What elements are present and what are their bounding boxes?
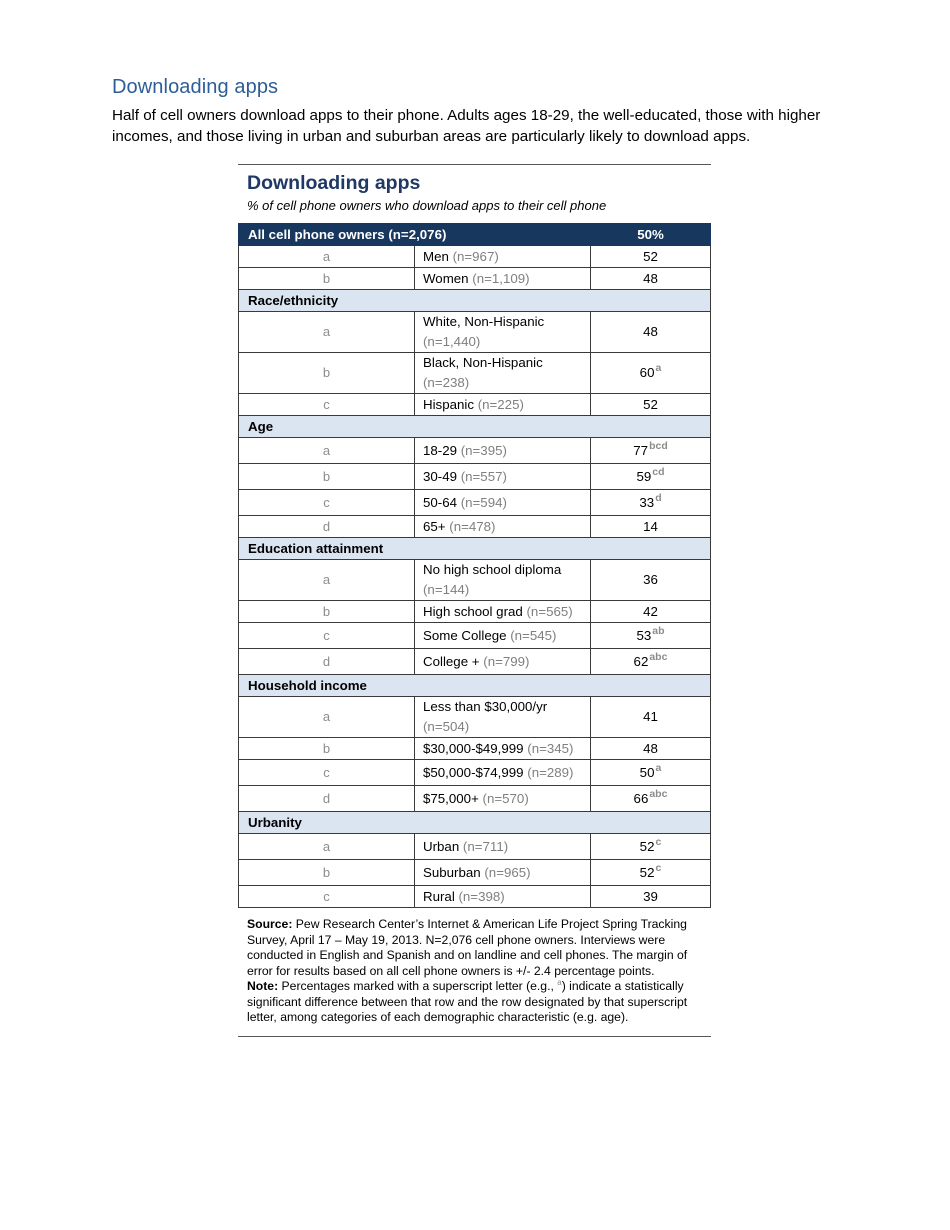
row-sample-size: (n=225) (477, 396, 524, 412)
row-label: Rural (423, 888, 455, 904)
table-row (239, 560, 711, 601)
table-row (239, 312, 711, 353)
note-text-before: Percentages marked with a superscript letter (e.g., (281, 979, 558, 993)
row-value-cell (591, 490, 711, 516)
row-sample-size: (n=711) (462, 838, 509, 854)
row-label: Women (423, 270, 469, 286)
row-label: White, Non-Hispanic (423, 314, 545, 329)
row-label-cell (415, 649, 591, 675)
row-label: Suburban (423, 864, 481, 880)
row-sample-size: (n=545) (510, 627, 557, 643)
row-label-cell (415, 886, 591, 908)
row-label-cell (415, 464, 591, 490)
row-sample-size: (n=1,109) (472, 270, 530, 286)
row-value-cell (591, 560, 711, 601)
section-title: Race/ethnicity (239, 290, 711, 312)
row-value-cell (591, 786, 711, 812)
row-value: 14 (643, 518, 658, 534)
row-label: $30,000-$49,999 (423, 740, 524, 756)
row-letter: c (239, 394, 415, 416)
row-label-cell (415, 246, 591, 268)
row-label: Less than $30,000/yr (423, 699, 548, 714)
table-row (239, 246, 711, 268)
source-note (247, 917, 707, 979)
table-row (239, 649, 711, 675)
row-value: 33 (639, 494, 655, 510)
row-value: 59 (636, 468, 652, 484)
row-letter: b (239, 601, 415, 623)
row-sample-size: (n=965) (484, 864, 531, 880)
source-text: Pew Research Center’s Internet & American Life Project Spring Tracking Survey, April 17 – May 19, 2013. N=2,076 cell phone owners. Interviews were conducted in English and Spanish and on landline and cell phones. The margin of error for results based on all cell phone owners is +/- 2.4 percentage points. (247, 917, 688, 978)
row-sample-size: (n=144) (423, 582, 470, 597)
row-sample-size: (n=345) (527, 740, 574, 756)
row-letter: c (239, 886, 415, 908)
row-letter: b (239, 860, 415, 886)
row-value: 52 (643, 248, 658, 264)
note-text-after: ) indicate a statistically significant difference between that row and the row designated by that superscript letter, among categories of each demographic characteristic (e.g. age). (247, 979, 688, 1024)
section-title: Household income (239, 675, 711, 697)
significance-superscript: a (655, 362, 662, 374)
row-value-cell (591, 601, 711, 623)
significance-superscript: cd (652, 465, 665, 478)
section-heading: Downloading apps (112, 76, 279, 98)
row-value-cell (591, 312, 711, 353)
section-row-education (239, 538, 711, 560)
row-letter: a (239, 834, 415, 860)
row-sample-size: (n=570) (482, 790, 529, 806)
row-label: High school grad (423, 603, 523, 619)
row-value-cell (591, 353, 711, 394)
figure-subtitle: % of cell phone owners who download apps to their cell phone (247, 198, 607, 213)
row-value: 41 (643, 709, 658, 724)
table-row (239, 394, 711, 416)
row-value-cell (591, 464, 711, 490)
row-value-cell (591, 697, 711, 738)
row-label: Black, Non-Hispanic (423, 355, 543, 370)
row-value-cell (591, 246, 711, 268)
section-title: Age (239, 416, 711, 438)
data-table (238, 223, 711, 908)
row-letter: a (239, 560, 415, 601)
table-row (239, 834, 711, 860)
row-letter: a (239, 246, 415, 268)
row-letter: a (239, 438, 415, 464)
row-label-cell (415, 834, 591, 860)
row-sample-size: (n=967) (452, 248, 499, 264)
row-label: $75,000+ (423, 790, 479, 806)
row-value: 60 (639, 365, 655, 380)
row-letter: b (239, 464, 415, 490)
intro-paragraph: Half of cell owners download apps to their phone. Adults ages 18-29, the well-educated, those with higher incomes, and those living in urban and suburban areas are particularly likely to download apps. (112, 107, 821, 145)
row-value-cell (591, 860, 711, 886)
row-sample-size: (n=557) (460, 468, 507, 484)
significance-superscript: abc (649, 787, 668, 800)
row-sample-size: (n=504) (423, 719, 470, 734)
table-row (239, 738, 711, 760)
row-value: 36 (643, 572, 658, 587)
row-sample-size: (n=395) (460, 442, 507, 458)
row-label-cell (415, 394, 591, 416)
row-letter: a (239, 697, 415, 738)
section-row-urbanity (239, 812, 711, 834)
table-row (239, 760, 711, 786)
row-label-cell (415, 760, 591, 786)
table-row (239, 268, 711, 290)
table-body (239, 224, 711, 908)
row-value: 77 (633, 442, 649, 458)
figure-downloading-apps (238, 164, 711, 1037)
row-label: College + (423, 653, 480, 669)
row-value-cell (591, 649, 711, 675)
section-row-age (239, 416, 711, 438)
significance-superscript: c (655, 861, 662, 874)
row-value: 42 (643, 603, 658, 619)
row-value: 62 (633, 653, 649, 669)
table-row (239, 860, 711, 886)
significance-superscript: c (655, 835, 662, 848)
row-letter: c (239, 760, 415, 786)
row-value: 50 (639, 764, 655, 780)
table-row (239, 353, 711, 394)
section-row-race (239, 290, 711, 312)
section-title: Urbanity (239, 812, 711, 834)
row-letter: b (239, 353, 415, 394)
row-value-cell (591, 516, 711, 538)
figure-notes (247, 917, 707, 1026)
row-label: 65+ (423, 518, 446, 534)
significance-superscript: d (655, 491, 662, 504)
row-label: No high school diploma (423, 562, 562, 577)
table-row (239, 886, 711, 908)
row-sample-size: (n=799) (483, 653, 530, 669)
row-label-cell (415, 268, 591, 290)
row-value-cell (591, 394, 711, 416)
row-letter: c (239, 490, 415, 516)
significance-superscript: a (655, 761, 662, 774)
row-value-cell (591, 438, 711, 464)
significance-superscript: abc (649, 650, 668, 663)
row-label: 18-29 (423, 442, 458, 458)
row-value-cell (591, 268, 711, 290)
table-row (239, 516, 711, 538)
row-label-cell (415, 560, 591, 601)
note-label: Note: (247, 979, 279, 993)
row-label-cell (415, 353, 591, 394)
table-row (239, 438, 711, 464)
row-sample-size: (n=289) (527, 764, 574, 780)
row-sample-size: (n=238) (423, 375, 470, 390)
row-label-cell (415, 490, 591, 516)
section-title: Education attainment (239, 538, 711, 560)
row-letter: d (239, 786, 415, 812)
row-value-cell (591, 834, 711, 860)
row-label-cell (415, 516, 591, 538)
row-letter: b (239, 268, 415, 290)
row-sample-size: (n=565) (526, 603, 573, 619)
row-value: 48 (643, 270, 658, 286)
row-value: 66 (633, 790, 649, 806)
significance-note (247, 979, 707, 1026)
row-letter: d (239, 516, 415, 538)
overall-label: All cell phone owners (n=2,076) (239, 224, 591, 246)
table-row (239, 623, 711, 649)
row-label-cell (415, 697, 591, 738)
row-value-cell (591, 886, 711, 908)
source-label: Source: (247, 917, 293, 931)
row-label: Some College (423, 627, 507, 643)
row-label-cell (415, 312, 591, 353)
row-sample-size: (n=1,440) (423, 334, 481, 349)
row-label-cell (415, 623, 591, 649)
row-label: 50-64 (423, 494, 458, 510)
row-value-cell (591, 623, 711, 649)
table-row (239, 490, 711, 516)
row-sample-size: (n=594) (460, 494, 507, 510)
table-row (239, 697, 711, 738)
overall-value: 50% (591, 224, 711, 246)
row-letter: a (239, 312, 415, 353)
significance-superscript: bcd (649, 439, 668, 452)
row-value: 39 (643, 888, 658, 904)
row-letter: d (239, 649, 415, 675)
section-row-income (239, 675, 711, 697)
row-label: Urban (423, 838, 460, 854)
row-value: 52 (639, 864, 655, 880)
row-label-cell (415, 860, 591, 886)
row-label-cell (415, 738, 591, 760)
row-sample-size: (n=478) (449, 518, 496, 534)
row-sample-size: (n=398) (458, 888, 505, 904)
note-superscript: a (557, 978, 562, 987)
row-label: $50,000-$74,999 (423, 764, 524, 780)
figure-title: Downloading apps (247, 172, 421, 194)
row-label-cell (415, 601, 591, 623)
table-row (239, 786, 711, 812)
row-value: 52 (639, 838, 655, 854)
row-value-cell (591, 738, 711, 760)
table-row (239, 601, 711, 623)
row-label: Men (423, 248, 449, 264)
row-value: 48 (643, 740, 658, 756)
overall-row (239, 224, 711, 246)
row-label-cell (415, 438, 591, 464)
row-label: 30-49 (423, 468, 458, 484)
row-value: 52 (643, 396, 658, 412)
row-letter: c (239, 623, 415, 649)
table-row (239, 464, 711, 490)
row-letter: b (239, 738, 415, 760)
row-value: 48 (643, 324, 658, 339)
row-label-cell (415, 786, 591, 812)
row-value-cell (591, 760, 711, 786)
row-value: 53 (636, 627, 652, 643)
significance-superscript: ab (652, 624, 665, 637)
row-label: Hispanic (423, 396, 474, 412)
